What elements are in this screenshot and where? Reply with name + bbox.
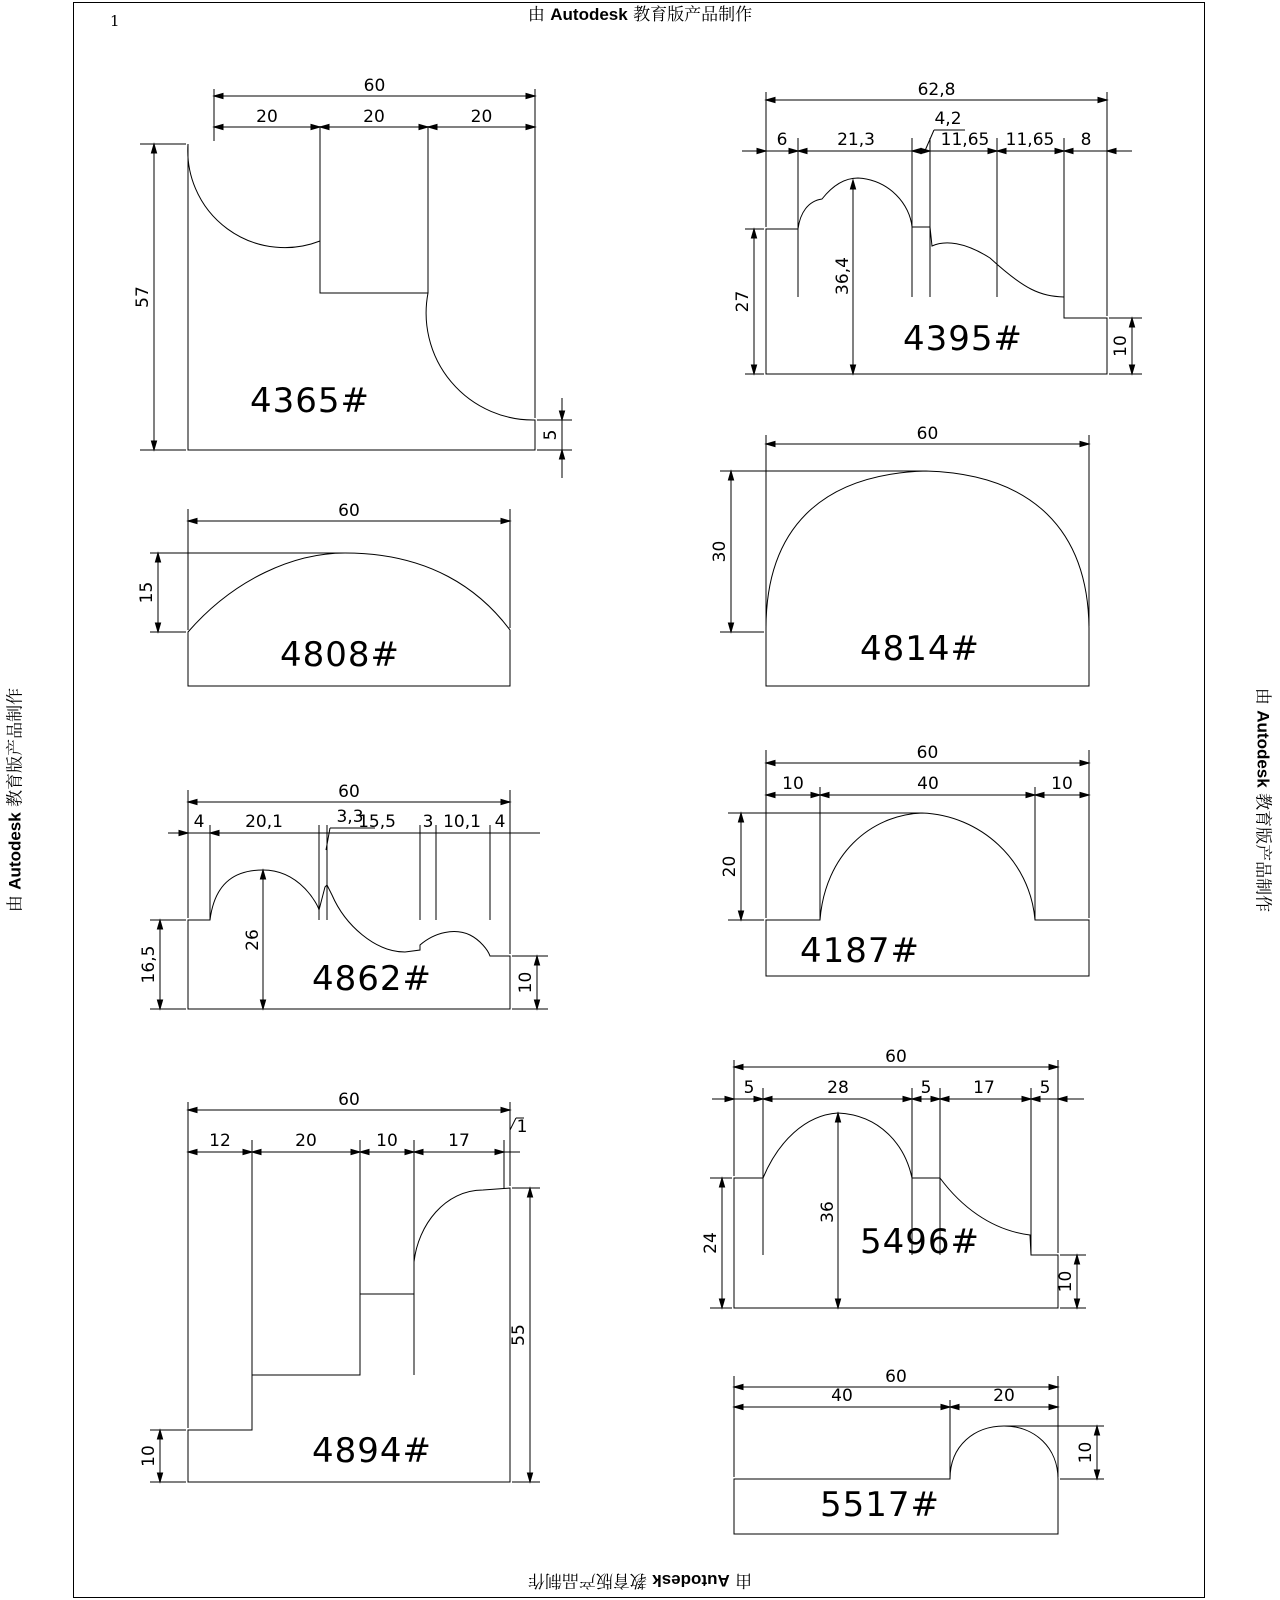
dims-p5517: [734, 1367, 1104, 1525]
dim-arrow: [320, 124, 329, 129]
dim-arrow: [751, 365, 756, 374]
dim-text: 3: [422, 812, 434, 832]
dim-arrow: [1098, 97, 1107, 102]
dim-text: 20: [993, 1386, 1015, 1406]
dim-arrow: [260, 1000, 265, 1009]
dim-arrow: [495, 1149, 504, 1154]
dim-text: 30: [710, 540, 730, 563]
dim-arrow: [734, 1384, 743, 1389]
dim-arrow: [1094, 1470, 1099, 1479]
dim-arrow: [921, 148, 930, 153]
profile-label: 4395#: [902, 319, 1024, 359]
dim-arrow: [260, 870, 265, 879]
dim-text: 1: [516, 1117, 528, 1137]
dim-text: 40: [831, 1386, 853, 1406]
dim-arrow: [728, 471, 733, 480]
dim-arrow: [988, 148, 997, 153]
dim-arrow: [188, 1107, 197, 1112]
profile-label: 4808#: [279, 635, 401, 675]
dim-line: [510, 1118, 516, 1130]
dims-p4862: [139, 782, 548, 1009]
dim-arrow: [501, 518, 510, 523]
dim-arrow: [534, 1000, 539, 1009]
dim-text: 20: [470, 107, 493, 127]
dim-arrow: [1080, 792, 1089, 797]
dim-text: 10: [376, 1131, 398, 1151]
dim-arrow: [835, 1299, 840, 1308]
dim-text: 36,4: [833, 257, 853, 295]
dims-p4814: [710, 424, 1089, 669]
dims-p4365: [133, 76, 572, 478]
dim-arrow: [179, 830, 188, 835]
dim-text: 26: [243, 929, 263, 951]
dim-arrow: [157, 920, 162, 929]
dim-arrow: [188, 1149, 197, 1154]
dim-arrow: [151, 144, 156, 153]
dim-text: 5: [541, 429, 561, 441]
dim-arrow: [527, 1473, 532, 1482]
dim-text: 20: [720, 855, 740, 878]
dim-arrow: [501, 1107, 510, 1112]
dim-text: 60: [885, 1367, 907, 1387]
dim-arrow: [1035, 792, 1044, 797]
dim-arrow: [1055, 148, 1064, 153]
profile-label: 4862#: [311, 959, 433, 999]
dim-text: 5: [1039, 1078, 1051, 1098]
dim-arrow: [360, 1149, 369, 1154]
dim-text: 10: [139, 1445, 159, 1467]
dim-text: 10,1: [443, 812, 481, 832]
dim-text: 10: [1056, 1270, 1076, 1293]
dim-arrow: [754, 1096, 763, 1101]
page-number: 1: [110, 12, 120, 30]
dim-text: 36: [818, 1201, 838, 1223]
dim-text: 3,3: [336, 807, 364, 827]
dim-arrow: [1094, 1426, 1099, 1435]
dim-arrow: [526, 93, 535, 98]
dim-text: 6: [776, 130, 788, 150]
dim-arrow: [912, 148, 921, 153]
dim-text: 60: [338, 501, 360, 521]
dims-p4395: [733, 80, 1142, 374]
dim-arrow: [534, 956, 539, 965]
dim-text: 60: [338, 782, 360, 802]
dim-text: 60: [363, 76, 386, 96]
dim-arrow: [559, 411, 564, 420]
dim-arrow: [501, 799, 510, 804]
dim-text: 15,5: [358, 812, 396, 832]
dim-text: 10: [1111, 335, 1131, 357]
dim-arrow: [766, 760, 775, 765]
profile-label: 4814#: [859, 629, 981, 669]
dim-arrow: [188, 518, 197, 523]
dim-arrow: [157, 1000, 162, 1009]
dim-arrow: [719, 1178, 724, 1187]
dim-arrow: [210, 830, 219, 835]
dim-arrow: [903, 1096, 912, 1101]
dim-text: 57: [133, 286, 153, 308]
dim-text: 60: [916, 743, 939, 763]
dim-arrow: [157, 1473, 162, 1482]
dim-text: 20: [363, 107, 385, 127]
dim-arrow: [1022, 1096, 1031, 1101]
dim-arrow: [1080, 441, 1089, 446]
dim-arrow: [157, 1430, 162, 1439]
dim-arrow: [1058, 1096, 1067, 1101]
watermark-bottom: 由 Autodesk 教育版产品制作: [527, 1570, 753, 1590]
dim-arrow: [559, 450, 564, 459]
dim-arrow: [155, 553, 160, 562]
dim-text: 17: [973, 1078, 995, 1098]
dim-text: 15: [137, 581, 157, 604]
dim-arrow: [1049, 1384, 1058, 1389]
dim-text: 8: [1080, 130, 1092, 150]
dim-arrow: [214, 124, 223, 129]
dim-arrow: [766, 97, 775, 102]
dim-arrow: [820, 792, 829, 797]
dim-arrow: [414, 1149, 423, 1154]
dim-text: 28: [827, 1078, 849, 1098]
dim-arrow: [428, 124, 437, 129]
profile-label: 4187#: [799, 931, 921, 971]
dim-arrow: [766, 441, 775, 446]
dim-arrow: [738, 911, 743, 920]
dim-text: 10: [516, 971, 536, 994]
profile-5496: [734, 1113, 1058, 1308]
dim-text: 60: [885, 1047, 907, 1067]
dim-arrow: [1074, 1255, 1079, 1264]
dim-arrow: [214, 93, 223, 98]
dim-text: 27: [733, 290, 753, 313]
dim-arrow: [757, 148, 766, 153]
dim-text: 4: [494, 812, 506, 832]
dim-arrow: [931, 1096, 940, 1101]
dim-arrow: [527, 1188, 532, 1197]
dim-text: 40: [917, 774, 939, 794]
dim-text: 5: [743, 1078, 755, 1098]
dim-text: 20,1: [245, 812, 283, 832]
dim-text: 16,5: [139, 945, 159, 984]
dim-arrow: [151, 441, 156, 450]
dim-arrow: [950, 1404, 959, 1409]
dim-text: 10: [782, 774, 804, 794]
dim-text: 11,65: [1005, 130, 1055, 150]
profile-label: 4894#: [311, 1431, 433, 1471]
dim-text: 12: [209, 1131, 231, 1151]
dim-arrow: [1129, 318, 1134, 327]
dim-text: 24: [701, 1232, 721, 1254]
dim-arrow: [719, 1299, 724, 1308]
dim-arrow: [850, 365, 855, 374]
dim-arrow: [252, 1149, 261, 1154]
dim-text: 4,2: [934, 109, 962, 129]
watermark-left: 由 Autodesk 教育版产品制作: [5, 687, 26, 913]
dim-arrow: [728, 623, 733, 632]
dim-text: 11,65: [940, 130, 990, 150]
dim-arrow: [526, 124, 535, 129]
dim-text: 60: [916, 424, 939, 444]
dim-text: 4: [193, 812, 205, 832]
dim-arrow: [766, 792, 775, 797]
dim-arrow: [1129, 365, 1134, 374]
dim-arrow: [734, 1064, 743, 1069]
dim-arrow: [738, 813, 743, 822]
dim-arrow: [188, 799, 197, 804]
watermark-top: 由 Autodesk 教育版产品制作: [527, 5, 753, 25]
dim-text: 17: [448, 1131, 470, 1151]
dim-arrow: [1107, 148, 1116, 153]
dim-arrow: [1049, 1404, 1058, 1409]
dim-text: 55: [509, 1324, 529, 1346]
dim-text: 10: [1076, 1441, 1096, 1464]
profile-label: 4365#: [249, 381, 371, 421]
dim-arrow: [789, 148, 798, 153]
dim-arrow: [751, 229, 756, 238]
dim-text: 20: [256, 107, 278, 127]
profile-label: 5517#: [819, 1485, 941, 1525]
dim-arrow: [835, 1113, 840, 1122]
dim-text: 5: [920, 1078, 932, 1098]
dim-text: 10: [1051, 774, 1073, 794]
dim-arrow: [734, 1404, 743, 1409]
dim-arrow: [155, 623, 160, 632]
profile-label: 5496#: [859, 1222, 981, 1262]
dim-arrow: [1080, 760, 1089, 765]
dim-text: 62,8: [917, 80, 956, 100]
dim-text: 20: [295, 1131, 317, 1151]
watermark-right: 由 Autodesk 教育版产品制作: [1252, 687, 1273, 913]
dim-text: 21,3: [837, 130, 875, 150]
dim-text: 60: [338, 1090, 360, 1110]
dim-arrow: [1074, 1299, 1079, 1308]
dim-arrow: [725, 1096, 734, 1101]
dim-arrow: [850, 180, 855, 189]
dims-p4808: [137, 501, 510, 675]
dim-arrow: [1049, 1064, 1058, 1069]
dims-p4187: [720, 743, 1089, 971]
dims-p4894: [139, 1090, 540, 1482]
